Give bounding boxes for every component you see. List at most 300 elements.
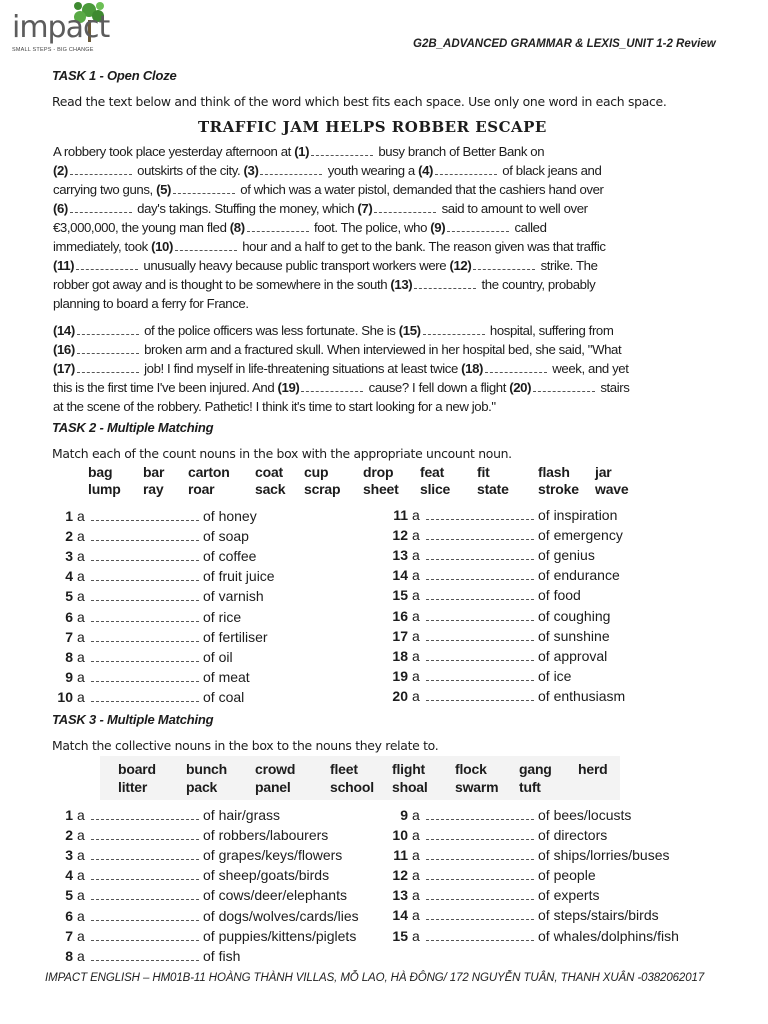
matching-item (53, 588, 393, 608)
item-article: a (77, 947, 85, 964)
answer-blank[interactable] (435, 165, 497, 175)
cloze-text-segment: hospital, suffering from (486, 323, 614, 338)
cloze-text-segment: called (511, 220, 547, 235)
item-noun: of varnish (203, 588, 264, 605)
item-article: a (77, 688, 85, 705)
item-noun: of inspiration (538, 507, 618, 523)
matching-item (388, 648, 728, 668)
item-number: 17 (392, 627, 408, 644)
matching-item (53, 609, 393, 629)
page-title: G2B_ADVANCED GRAMMAR & LEXIS_UNIT 1-2 Review (413, 38, 716, 50)
item-number: 10 (57, 688, 73, 705)
gap-number: (12) (449, 258, 472, 273)
cloze-text-segment: of which was a water pistol, demanded that the cashiers hand over (237, 182, 604, 197)
item-article: a (77, 907, 85, 924)
answer-blank[interactable] (70, 165, 132, 175)
item-article: a (77, 588, 85, 605)
box-word: school (330, 779, 374, 795)
answer-blank[interactable] (426, 700, 534, 701)
answer-blank[interactable] (426, 899, 534, 900)
answer-blank[interactable] (91, 681, 199, 682)
matching-item (388, 887, 728, 907)
item-number: 8 (65, 947, 73, 964)
box-word: carton (188, 464, 230, 480)
matching-item (53, 867, 393, 887)
impact-logo (10, 0, 110, 62)
answer-blank[interactable] (77, 325, 139, 335)
cloze-text-segment: foot. The police, who (310, 220, 431, 235)
item-number: 6 (65, 907, 73, 924)
gap-number: (13) (390, 277, 413, 292)
item-noun: of directors (538, 827, 608, 843)
item-number: 1 (65, 807, 73, 823)
answer-blank[interactable] (426, 680, 534, 681)
answer-blank[interactable] (77, 344, 139, 354)
item-number: 2 (65, 827, 73, 844)
answer-blank[interactable] (426, 879, 534, 880)
answer-blank[interactable] (533, 382, 595, 392)
matching-item (53, 508, 393, 528)
matching-item (388, 608, 728, 628)
answer-blank[interactable] (426, 640, 534, 641)
item-article: a (77, 887, 85, 904)
item-noun: of food (538, 587, 581, 604)
item-noun: of whales/dolphins/fish (538, 927, 679, 944)
box-word: lump (88, 481, 121, 497)
answer-blank[interactable] (91, 899, 199, 900)
matching-item (53, 568, 393, 588)
item-noun: of approval (538, 647, 608, 664)
item-number: 12 (392, 527, 408, 544)
matching-item (388, 907, 728, 927)
box-word: cup (304, 464, 329, 480)
answer-blank[interactable] (91, 560, 199, 561)
item-article: a (77, 568, 85, 585)
matching-item (53, 528, 393, 548)
gap-number: (20) (509, 380, 532, 395)
item-number: 14 (392, 567, 408, 584)
box-word: crowd (255, 761, 296, 777)
item-article: a (412, 687, 420, 704)
cloze-text-segment: busy branch of Better Bank on (375, 144, 545, 159)
answer-blank[interactable] (91, 701, 199, 702)
item-noun: of steps/stairs/birds (538, 907, 659, 924)
answer-blank[interactable] (301, 382, 363, 392)
box-word: flock (455, 761, 487, 777)
answer-blank[interactable] (91, 520, 199, 521)
matching-item (388, 688, 728, 708)
item-noun: of honey (203, 508, 257, 524)
cloze-text-segment: strike. The (537, 258, 598, 273)
answer-blank[interactable] (423, 325, 485, 335)
matching-item (53, 827, 393, 847)
answer-blank[interactable] (76, 260, 138, 270)
gap-number: (18) (461, 361, 484, 376)
item-noun: of ships/lorries/buses (538, 847, 670, 864)
answer-blank[interactable] (426, 620, 534, 621)
cloze-line (53, 379, 629, 396)
box-word: pack (186, 779, 218, 795)
item-article: a (412, 547, 420, 564)
cloze-line (53, 398, 496, 415)
answer-blank[interactable] (247, 222, 309, 232)
cloze-text-segment: of the police officers was less fortunate. She is (140, 323, 399, 338)
task3-heading: TASK 3 - Multiple Matching (52, 712, 214, 727)
item-number: 15 (392, 587, 408, 604)
item-noun: of oil (203, 648, 233, 665)
matching-item (53, 807, 393, 827)
answer-blank[interactable] (426, 559, 534, 560)
item-noun: of fruit juice (203, 568, 275, 585)
cloze-text-segment: €3,000,000, the young man fled (53, 220, 230, 235)
cloze-line (53, 341, 621, 358)
item-article: a (77, 548, 85, 565)
cloze-text-segment: day's takings. Stuffing the money, which (133, 201, 358, 216)
item-article: a (412, 867, 420, 884)
box-word: gang (519, 761, 552, 777)
item-number: 19 (392, 667, 408, 684)
box-word: sack (255, 481, 286, 497)
box-word: tuft (519, 779, 541, 795)
item-noun: of coughing (538, 607, 611, 624)
item-noun: of cows/deer/elephants (203, 887, 347, 904)
item-noun: of fertiliser (203, 628, 268, 645)
item-number: 7 (65, 628, 73, 645)
item-number: 2 (65, 528, 73, 545)
cloze-text-segment: A robbery took place yesterday afternoon at (53, 144, 295, 159)
answer-blank[interactable] (91, 580, 199, 581)
box-word: panel (255, 779, 291, 795)
answer-blank[interactable] (426, 579, 534, 580)
item-noun: of bees/locusts (538, 806, 632, 823)
cloze-text-segment: outskirts of the city. (133, 163, 244, 178)
matching-item (53, 928, 393, 948)
answer-blank[interactable] (91, 641, 199, 642)
item-article: a (412, 607, 420, 624)
answer-blank[interactable] (91, 960, 199, 961)
box-word: bunch (186, 761, 227, 777)
box-word: bag (88, 464, 113, 480)
item-noun: of sheep/goats/birds (203, 867, 330, 884)
item-article: a (412, 887, 420, 904)
cloze-text-segment: youth wearing a (324, 163, 419, 178)
cloze-line (53, 295, 249, 312)
item-number: 12 (392, 867, 408, 884)
box-word: jar (595, 464, 612, 480)
box-word: herd (578, 761, 608, 777)
gap-number: (8) (229, 220, 245, 235)
item-noun: of fish (203, 947, 241, 964)
item-article: a (77, 927, 85, 944)
item-article: a (412, 667, 420, 684)
matching-item (53, 887, 393, 907)
gap-number: (2) (53, 163, 68, 178)
item-number: 10 (392, 827, 408, 843)
answer-blank[interactable] (426, 599, 534, 600)
gap-number: (9) (430, 220, 446, 235)
cloze-line (53, 200, 588, 217)
item-noun: of grapes/keys/flowers (203, 847, 343, 864)
answer-blank[interactable] (485, 363, 547, 373)
item-noun: of sunshine (538, 627, 610, 644)
answer-blank[interactable] (426, 519, 534, 520)
box-word: stroke (538, 481, 579, 497)
box-word: board (118, 761, 156, 777)
item-number: 5 (65, 588, 73, 605)
matching-item (53, 689, 393, 709)
cloze-text-segment: broken arm and a fractured skull. When interviewed in her hospital bed, she said, "What (140, 342, 622, 357)
matching-item (388, 928, 728, 948)
gap-number: (6) (53, 201, 68, 216)
item-number: 7 (65, 927, 73, 944)
item-article: a (77, 508, 85, 524)
answer-blank[interactable] (426, 919, 534, 920)
item-noun: of emergency (538, 527, 623, 544)
item-number: 11 (393, 847, 408, 864)
answer-blank[interactable] (91, 859, 199, 860)
answer-blank[interactable] (374, 203, 436, 213)
item-noun: of endurance (538, 567, 620, 584)
box-word: roar (188, 481, 215, 497)
matching-item (53, 649, 393, 669)
box-word: swarm (455, 779, 499, 795)
gap-number: (19) (277, 380, 300, 395)
answer-blank[interactable] (447, 222, 509, 232)
cloze-text-segment: cause? I fell down a flight (365, 380, 510, 395)
matching-item (388, 807, 728, 827)
item-article: a (412, 587, 420, 604)
task2-heading: TASK 2 - Multiple Matching (52, 420, 214, 435)
footer-address: IMPACT ENGLISH – HM01B-11 HOÀNG THÀNH VILLAS, MỖ LAO, HÀ ĐÔNG/ 172 NGUYỄN TUÂN, THANH XUÂN -0382062017 (45, 972, 705, 984)
answer-blank[interactable] (175, 241, 237, 251)
item-number: 14 (392, 907, 408, 924)
matching-item (388, 587, 728, 607)
cloze-text-segment: said to amount to well over (438, 201, 588, 216)
matching-item (53, 948, 393, 968)
cloze-text-segment: unusually heavy because public transport workers were (140, 258, 450, 273)
matching-item (53, 548, 393, 568)
item-article: a (412, 647, 420, 664)
item-noun: of puppies/kittens/piglets (203, 927, 357, 944)
item-article: a (77, 827, 85, 844)
answer-blank[interactable] (91, 819, 199, 820)
gap-number: (5) (156, 182, 171, 197)
story-title: TRAFFIC JAM HELPS ROBBER ESCAPE (198, 118, 547, 136)
cloze-text-segment: planning to board a ferry for France. (53, 296, 249, 311)
item-number: 3 (65, 847, 73, 864)
task2-instruction: Match each of the count nouns in the box with the appropriate uncount noun. (52, 446, 512, 461)
task1-instruction: Read the text below and think of the word which best fits each space. Use only one word in each space. (52, 94, 667, 109)
box-word: state (477, 481, 509, 497)
item-noun: of coal (203, 688, 245, 705)
item-article: a (412, 527, 420, 544)
gap-number: (16) (53, 342, 75, 357)
box-word: coat (255, 464, 283, 480)
item-noun: of meat (203, 668, 250, 685)
item-number: 9 (400, 806, 408, 823)
answer-blank[interactable] (91, 621, 199, 622)
item-noun: of enthusiasm (538, 687, 626, 704)
answer-blank[interactable] (426, 859, 534, 860)
item-noun: of robbers/labourers (203, 827, 329, 844)
gap-number: (4) (418, 163, 434, 178)
box-word: feat (420, 464, 445, 480)
matching-item (53, 908, 393, 928)
matching-item (388, 827, 728, 847)
box-word: wave (595, 481, 629, 497)
item-article: a (77, 608, 85, 625)
box-word: flash (538, 464, 570, 480)
cloze-text-segment: carrying two guns, (53, 182, 157, 197)
answer-blank[interactable] (473, 260, 535, 270)
box-word: slice (420, 481, 451, 497)
matching-item (388, 547, 728, 567)
item-noun: of rice (203, 608, 242, 625)
item-number: 4 (65, 568, 73, 585)
cloze-line (53, 143, 544, 160)
item-noun: of soap (203, 528, 249, 545)
cloze-line (53, 322, 613, 339)
gap-number: (17) (53, 361, 75, 376)
cloze-line (53, 238, 606, 255)
item-article: a (77, 628, 85, 645)
item-number: 20 (392, 687, 408, 704)
matching-item (53, 669, 393, 689)
item-noun: of genius (538, 547, 595, 564)
item-number: 16 (392, 607, 408, 624)
item-number: 18 (392, 647, 408, 664)
box-word: ray (143, 481, 164, 497)
item-article: a (77, 807, 85, 823)
cloze-text-segment: this is the first time I've been injured. And (53, 380, 278, 395)
gap-number: (1) (294, 144, 310, 159)
task3-instruction: Match the collective nouns in the box to the nouns they relate to. (52, 738, 439, 753)
box-word: bar (143, 464, 165, 480)
answer-blank[interactable] (426, 940, 534, 941)
item-noun: of coffee (203, 548, 257, 565)
matching-item (388, 567, 728, 587)
cloze-line (53, 219, 547, 236)
box-word: shoal (392, 779, 428, 795)
item-article: a (412, 627, 420, 644)
item-article: a (412, 927, 420, 944)
cloze-line (53, 276, 595, 293)
gap-number: (7) (357, 201, 373, 216)
answer-blank[interactable] (426, 539, 534, 540)
item-article: a (412, 806, 420, 823)
cloze-text-segment: at the scene of the robbery. Pathetic! I think it's time to start looking for a new job." (53, 399, 496, 414)
gap-number: (14) (53, 323, 75, 338)
box-word: sheet (363, 481, 399, 497)
item-number: 9 (65, 668, 73, 685)
answer-blank[interactable] (260, 165, 322, 175)
cloze-text-segment: week, and yet (549, 361, 629, 376)
answer-blank[interactable] (91, 879, 199, 880)
item-article: a (412, 567, 420, 584)
item-noun: of dogs/wolves/cards/lies (203, 907, 359, 924)
cloze-line (53, 360, 628, 377)
item-article: a (77, 867, 85, 884)
item-article: a (412, 847, 420, 864)
matching-item (53, 629, 393, 649)
answer-blank[interactable] (91, 940, 199, 941)
item-number: 1 (65, 508, 73, 524)
item-article: a (77, 648, 85, 665)
item-article: a (77, 668, 85, 685)
logo-wordmark: impact (12, 10, 110, 45)
answer-blank[interactable] (91, 661, 199, 662)
box-word: flight (392, 761, 426, 777)
cloze-text-segment: robber got away and is thought to be somewhere in the south (53, 277, 391, 292)
gap-number: (10) (151, 239, 173, 254)
cloze-text-segment: hour and a half to get to the bank. The reason given was that traffic (238, 239, 606, 254)
answer-blank[interactable] (70, 203, 132, 213)
item-number: 5 (65, 887, 73, 904)
cloze-text-segment: immediately, took (53, 239, 152, 254)
item-noun: of hair/grass (203, 807, 281, 823)
item-noun: of people (538, 867, 596, 884)
matching-item (388, 867, 728, 887)
item-article: a (77, 528, 85, 545)
item-noun: of experts (538, 887, 600, 904)
answer-blank[interactable] (91, 600, 199, 601)
cloze-line (53, 162, 601, 179)
cloze-text-segment: job! I find myself in life-threatening situations at least twice (140, 361, 462, 376)
answer-blank[interactable] (91, 540, 199, 541)
cloze-text-segment: stairs (597, 380, 630, 395)
item-number: 11 (393, 507, 408, 523)
matching-item (388, 628, 728, 648)
matching-item (388, 527, 728, 547)
matching-item (388, 668, 728, 688)
item-article: a (412, 827, 420, 843)
item-number: 6 (65, 608, 73, 625)
item-number: 3 (65, 548, 73, 565)
cloze-line (53, 181, 604, 198)
matching-item (388, 507, 728, 527)
item-number: 15 (392, 927, 408, 944)
item-number: 13 (392, 547, 408, 564)
answer-blank[interactable] (311, 146, 373, 156)
box-word: litter (118, 779, 148, 795)
answer-blank[interactable] (426, 839, 534, 840)
item-article: a (412, 907, 420, 924)
box-word: drop (363, 464, 394, 480)
answer-blank[interactable] (414, 279, 476, 289)
cloze-text-segment: the country, probably (478, 277, 596, 292)
matching-item (388, 847, 728, 867)
answer-blank[interactable] (91, 920, 199, 921)
box-word: fit (477, 464, 490, 480)
item-article: a (77, 847, 85, 864)
box-word: fleet (330, 761, 358, 777)
gap-number: (11) (53, 258, 75, 273)
answer-blank[interactable] (426, 819, 534, 820)
matching-item (53, 847, 393, 867)
item-article: a (412, 507, 420, 523)
logo-tagline: SMALL STEPS - BIG CHANGE (12, 47, 94, 53)
cloze-line (53, 257, 598, 274)
item-number: 8 (65, 648, 73, 665)
answer-blank[interactable] (173, 184, 235, 194)
task1-heading: TASK 1 - Open Cloze (52, 68, 177, 83)
item-number: 13 (392, 887, 408, 904)
item-number: 4 (65, 867, 73, 884)
answer-blank[interactable] (77, 363, 139, 373)
gap-number: (3) (243, 163, 259, 178)
answer-blank[interactable] (426, 660, 534, 661)
answer-blank[interactable] (91, 839, 199, 840)
